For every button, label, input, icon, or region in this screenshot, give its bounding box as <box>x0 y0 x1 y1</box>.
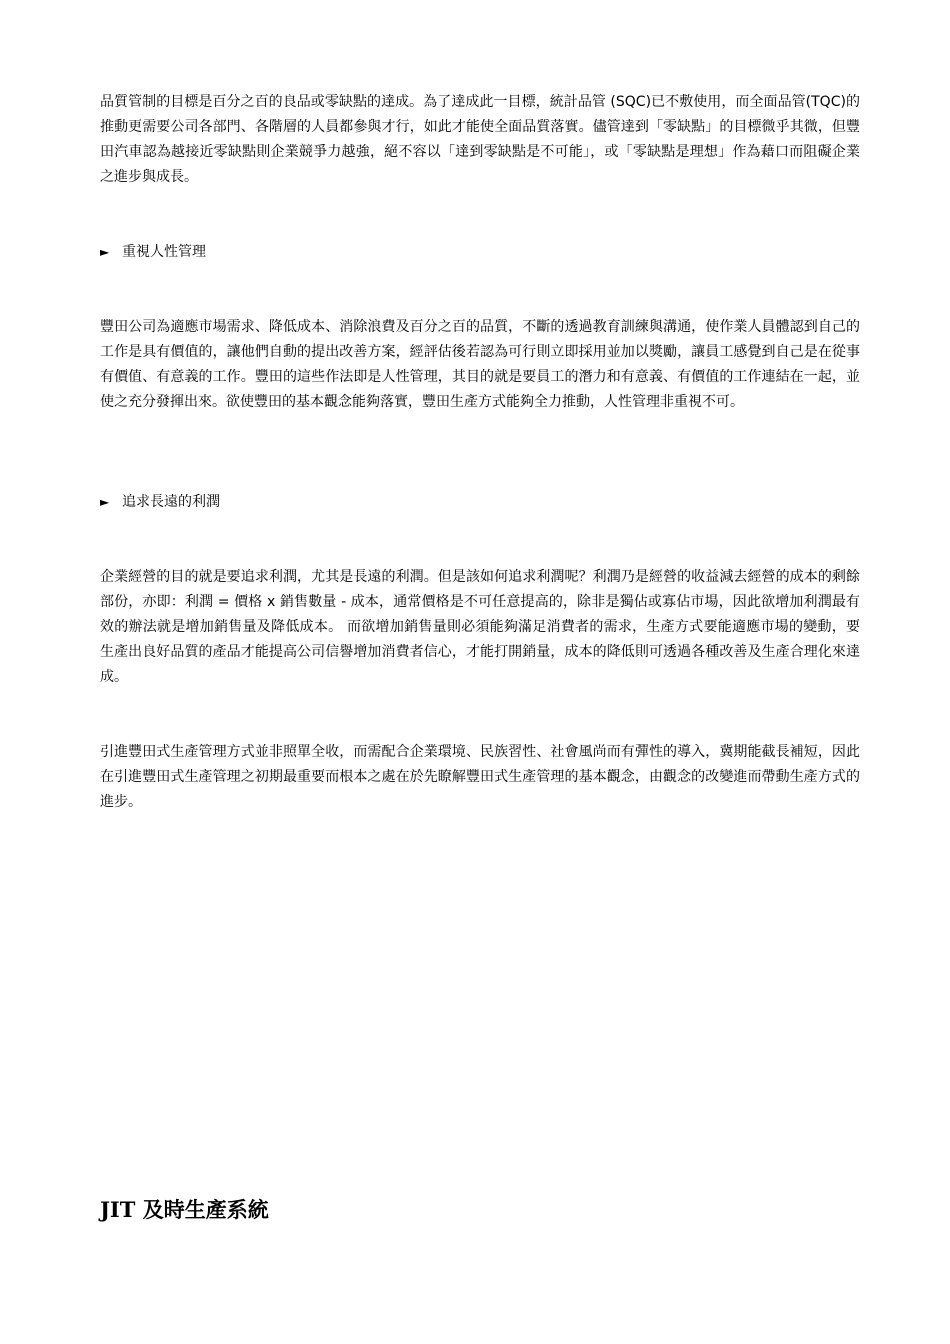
section-heading: JIT 及時生產系統 <box>100 1197 269 1222</box>
paragraph-human-management: 豐田公司為適應市場需求、降低成本、消除浪費及百分之百的品質，不斷的透過教育訓練與溝通，使作業人員體認到自己的工作是具有價值的，讓他們自動的提出改善方案，經評估後若認為可行則立即採用並加以獎勵，讓員工感覺到自己是在從事有價值、有意義的工作。豐田的這些作法即是人性管理，其目的就是要員工的潛力和有意義、有價值的工作連結在一起，並使之充分發揮出來。欲使豐田的基本觀念能夠落實，豐田生產方式能夠全力推動，人性管理非重視不可。 <box>100 319 860 410</box>
paragraph-zero-defects: 品質管制的目標是百分之百的良品或零缺點的達成。為了達成此一目標，統計品管 (SQC)已不敷使用，而全面品管(TQC)的推動更需要公司各部門、各階層的人員都參與才行，如此才能使全面品質落實。儘管達到「零缺點」的目標微乎其微，但豐田汽車認為越接近零缺點則企業競爭力越強，絕不容以「達到零缺點是不可能」，或「零缺點是理想」作為藉口而阻礙企業之進步與成長。 <box>100 94 860 185</box>
bullet-label: 重視人性管理 <box>122 244 206 260</box>
bullet-human-management <box>100 240 206 265</box>
paragraph-introduction: 引進豐田式生產管理方式並非照單全收，而需配合企業環境、民族習性、社會風尚而有彈性的導入，冀期能截長補短，因此在引進豐田式生產管理之初期最重要而根本之處在於先瞭解豐田式生產管理的基本觀念，由觀念的改變進而帶動生產方式的進步。 <box>100 744 860 810</box>
paragraph-profit: 企業經營的目的就是要追求利潤，尤其是長遠的利潤。但是該如何追求利潤呢？利潤乃是經營的收益減去經營的成本的剩餘部份，亦即：利潤 = 價格 x 銷售數量 - 成本，通常價格是不可任意提高的，除非是獨佔或寡佔市場，因此欲增加利潤最有效的辦法就是增加銷售量及降低成本。 而欲增加銷售量則必須能夠滿足消費者的需求，生產方式要能適應市場的變動，要生產出良好品質的產品才能提高公司信譽增加消費者信心，才能打開銷量，成本的降低則可透過各種改善及生產合理化來達成。 <box>100 569 860 685</box>
triangle-bullet-icon: ► <box>100 495 110 509</box>
triangle-bullet-icon: ► <box>100 245 110 259</box>
bullet-label: 追求長遠的利潤 <box>122 494 220 510</box>
bullet-long-term-profit <box>100 490 220 515</box>
